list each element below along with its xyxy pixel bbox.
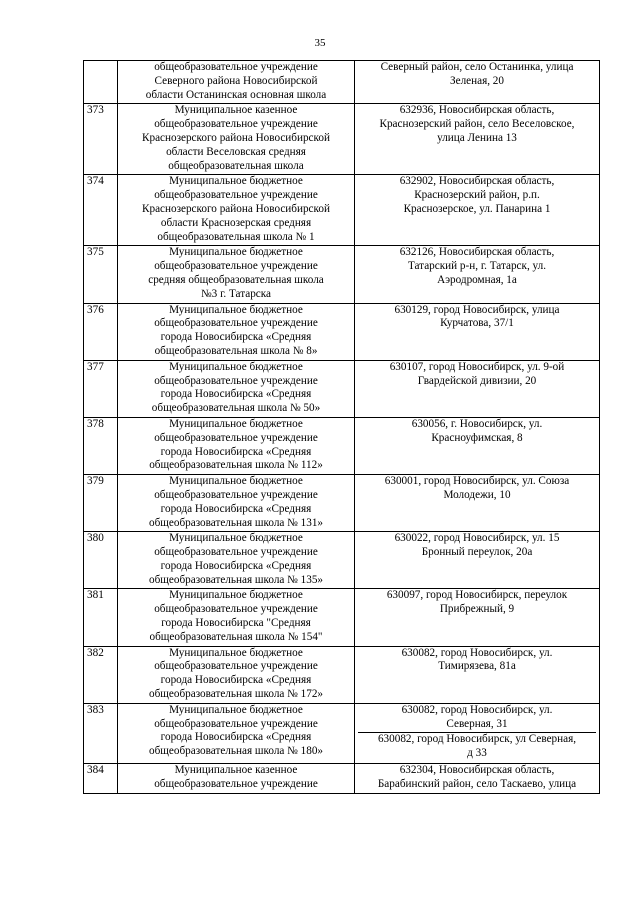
institution-name-line: общеобразовательное учреждение [154,660,318,673]
address-line: 630001, город Новосибирск, ул. Союза [384,475,570,488]
table-row [84,532,600,589]
institution-name-line: общеобразовательная школа [168,159,304,172]
address-cell [355,417,600,474]
address-line: Молодежи, 10 [443,488,511,501]
address-line: д 33 [467,747,487,760]
address-cell [355,532,600,589]
institution-name-line: города Новосибирска «Средняя [160,731,312,744]
institution-name-cell [118,589,355,646]
institution-name-line: общеобразовательное учреждение [154,118,318,131]
address-line: 632902, Новосибирская область, [399,175,555,188]
institution-name-cell [118,246,355,303]
row-number: 375 [84,246,118,303]
institution-name-line: города Новосибирска «Средняя [160,502,312,515]
institution-name-cell [118,764,355,794]
row-number: 381 [84,589,118,646]
table-row [84,360,600,417]
address-cell [355,764,600,794]
institution-name-line: №3 г. Татарска [201,287,271,300]
institution-name-line: общеобразовательная школа № 154" [149,630,323,643]
table-row [84,303,600,360]
address-line: Северная, 31 [446,717,508,730]
institution-name-line: Муниципальное бюджетное [169,646,303,659]
address-line: 630022, город Новосибирск, ул. 15 [394,532,560,545]
institution-name-cell [118,360,355,417]
institution-name-line: Муниципальное бюджетное [169,475,303,488]
address-line: Краснозерский район, село Веселовское, [379,118,575,131]
row-number: 380 [84,532,118,589]
address-line: Бронный переулок, 20а [421,546,533,559]
institution-name-cell [118,475,355,532]
institution-name-line: общеобразовательная школа № 135» [148,573,324,586]
institution-name-line: Муниципальное бюджетное [169,417,303,430]
table-row [84,589,600,646]
row-number: 384 [84,764,118,794]
address-line: Барабинский район, село Таскаево, улица [377,777,577,790]
address-line: Прибрежный, 9 [439,603,515,616]
institution-name-line: средняя общеобразовательная школа [148,273,324,286]
institution-name-line: Муниципальное бюджетное [169,703,303,716]
institution-name-line: общеобразовательное учреждение [154,717,318,730]
address-cell [355,475,600,532]
address-cell [355,61,600,104]
address-line: Тимирязева, 81а [438,660,516,673]
institution-name-line: общеобразовательная школа № 8» [154,344,318,357]
address-line: Северный район, село Останинка, улица [380,61,574,73]
institution-name-cell [118,417,355,474]
institution-name-line: города Новосибирска «Средняя [160,445,312,458]
address-line: 630082, город Новосибирск, ул. [401,703,553,716]
institution-name-line: Муниципальное бюджетное [169,303,303,316]
row-number: 383 [84,703,118,763]
address-line: 632126, Новосибирская область, [399,246,555,259]
institution-name-line: общеобразовательное учреждение [154,260,318,273]
institution-name-line: Муниципальное казенное [174,104,298,117]
address-cell [355,303,600,360]
table-row [84,104,600,175]
institution-name-line: города Новосибирска «Средняя [160,388,312,401]
institution-name-line: общеобразовательная школа № 172» [148,688,324,701]
address-cell [355,646,600,703]
institution-name-line: общеобразовательная школа № 112» [149,459,323,472]
institution-name-line: общеобразовательное учреждение [154,317,318,330]
institution-name-line: Краснозерского района Новосибирской [142,202,330,215]
address-entry [358,704,596,733]
address-line: Красноуфимская, 8 [431,431,523,444]
address-line: 630097, город Новосибирск, переулок [386,589,568,602]
institution-name-line: Северного района Новосибирской [154,74,318,87]
table-row [84,175,600,246]
table-row [84,246,600,303]
institution-name-line: общеобразовательное учреждение [154,488,318,501]
row-number: 376 [84,303,118,360]
address-cell [355,104,600,175]
institution-name-cell [118,532,355,589]
institution-name-line: общеобразовательное учреждение [154,603,318,616]
table-row [84,61,600,104]
institution-name-line: общеобразовательная школа № 50» [151,402,321,415]
address-line: Аэродромная, 1а [437,273,517,286]
address-cell [355,360,600,417]
table-row [84,703,600,763]
address-line: 632304, Новосибирская область, [399,764,555,777]
address-line: 630056, г. Новосибирск, ул. [411,417,543,430]
institution-name-cell [118,104,355,175]
institution-name-line: Муниципальное бюджетное [169,360,303,373]
address-line: 630107, город Новосибирск, ул. 9-ой [389,360,565,373]
address-line: улица Ленина 13 [437,131,517,144]
institution-name-line: общеобразовательная школа № 1 [157,230,315,243]
institution-name-cell [118,646,355,703]
address-line: 630129, город Новосибирск, улица [394,303,560,316]
institution-name-line: общеобразовательное учреждение [154,431,318,444]
schools-table [83,60,600,794]
address-line: Краснозерский район, р.п. [414,189,540,202]
address-line: Курчатова, 37/1 [440,317,514,330]
institution-name-line: общеобразовательное учреждение [154,546,318,559]
institution-name-line: общеобразовательное учреждение [154,777,318,790]
row-number: 374 [84,175,118,246]
institution-name-line: Муниципальное бюджетное [169,589,303,602]
address-line: Татарский р-н, г. Татарск, ул. [407,260,547,273]
institution-name-line: города Новосибирска «Средняя [160,674,312,687]
table-row [84,417,600,474]
address-cell [355,175,600,246]
institution-name-line: области Краснозерская средняя [160,216,312,229]
institution-name-cell [118,175,355,246]
address-line: Зеленая, 20 [450,74,504,87]
address-line: Гвардейской дивизии, 20 [417,374,537,387]
institution-name-line: города Новосибирска "Средняя [161,617,311,630]
address-line: 630082, город Новосибирск, ул Северная, [377,733,577,746]
address-cell [355,246,600,303]
row-number: 379 [84,475,118,532]
institution-name-line: города Новосибирска «Средняя [160,331,312,344]
table-row [84,646,600,703]
institution-name-line: Муниципальное бюджетное [169,175,303,188]
institution-name-line: общеобразовательная школа № 131» [148,516,324,529]
institution-name-line: общеобразовательная школа № 180» [148,745,324,758]
institution-name-line: области Веселовская средняя [166,145,306,158]
institution-name-line: города Новосибирска «Средняя [160,559,312,572]
row-number [84,61,118,104]
row-number: 377 [84,360,118,417]
table-row [84,764,600,794]
address-entry [358,732,596,762]
address-line: 630082, город Новосибирск, ул. [401,646,553,659]
institution-name-cell [118,303,355,360]
table-row [84,475,600,532]
institution-name-line: общеобразовательное учреждение [154,61,318,73]
schools-table-body [84,61,600,794]
address-line: Краснозерское, ул. Панарина 1 [403,202,551,215]
institution-name-line: общеобразовательное учреждение [154,189,318,202]
row-number: 378 [84,417,118,474]
institution-name-line: области Останинская основная школа [145,88,327,101]
institution-name-line: общеобразовательное учреждение [154,374,318,387]
institution-name-line: Муниципальное казенное [174,764,298,777]
institution-name-line: Муниципальное бюджетное [169,246,303,259]
address-cell [355,589,600,646]
institution-name-cell [118,61,355,104]
row-number: 373 [84,104,118,175]
address-line: 632936, Новосибирская область, [399,104,555,117]
address-cell [355,703,600,763]
institution-name-cell [118,703,355,763]
page-number: 35 [314,37,326,49]
institution-name-line: Муниципальное бюджетное [169,532,303,545]
institution-name-line: Краснозерского района Новосибирской [142,131,330,144]
row-number: 382 [84,646,118,703]
